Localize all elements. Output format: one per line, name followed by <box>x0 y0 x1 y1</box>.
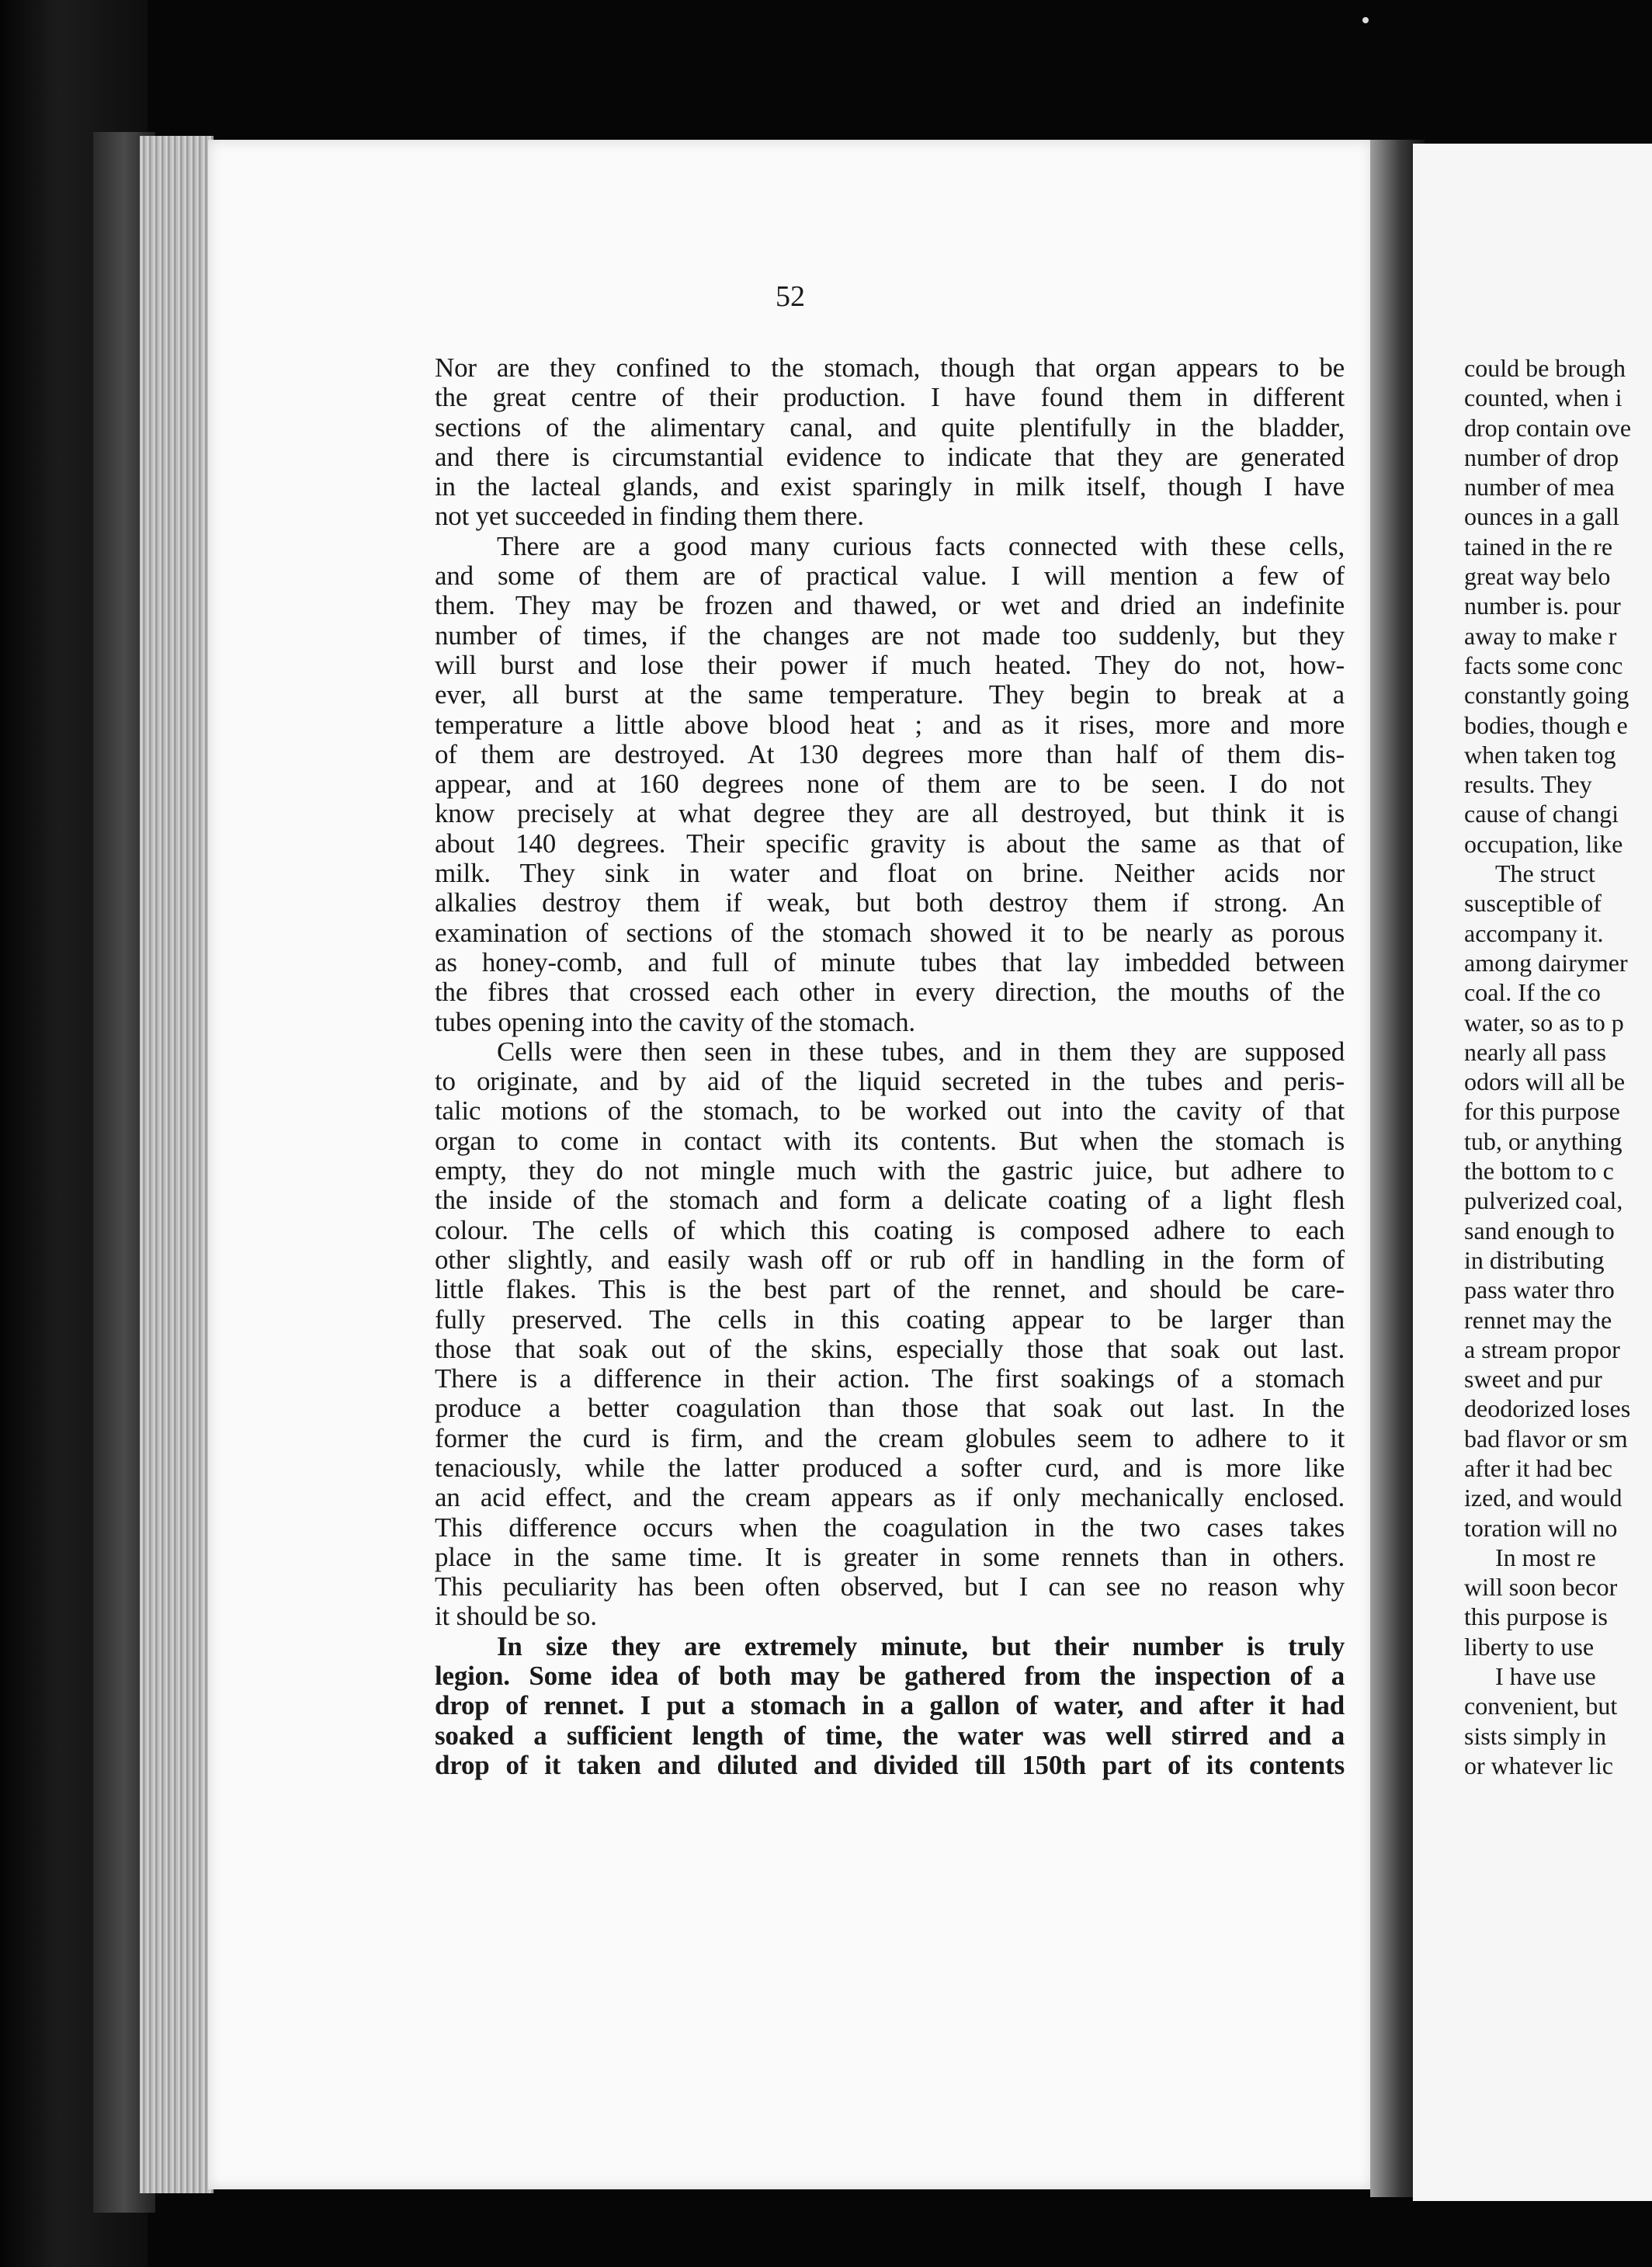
text-line: temperature a little above blood heat ; and as it rises, more and more <box>435 709 1345 740</box>
text-line: not yet succeeded in finding them there. <box>435 501 864 532</box>
page-edges <box>140 136 213 2193</box>
text-line: to originate, and by aid of the liquid secreted in the tubes and peris- <box>435 1066 1345 1097</box>
partial-text-line: cause of changi <box>1464 800 1619 828</box>
page-number: 52 <box>776 280 805 313</box>
partial-text-line: for this purpose <box>1464 1097 1620 1126</box>
text-line: tenaciously, while the latter produced a softer curd, and is more like <box>435 1452 1345 1483</box>
text-line: as honey-comb, and full of minute tubes that lay imbedded between <box>435 946 1345 977</box>
text-line: empty, they do not mingle much with the gastric juice, but adhere to <box>435 1155 1345 1186</box>
text-line: colour. The cells of which this coating is composed adhere to each <box>435 1214 1345 1245</box>
partial-text-line: water, so as to p <box>1464 1008 1624 1036</box>
partial-text-line: deodorized loses <box>1464 1394 1631 1423</box>
text-line: former the curd is firm, and the cream globules seem to adhere to it <box>435 1422 1345 1453</box>
partial-text-line: pulverized coal, <box>1464 1186 1623 1215</box>
text-line: Cells were then seen in these tubes, and in them they are supposed <box>497 1036 1345 1067</box>
text-line: drop of it taken and diluted and divided till 150th part of its contents <box>435 1749 1345 1780</box>
text-line: the inside of the stomach and form a delicate coating of a light flesh <box>435 1185 1345 1216</box>
text-line: and some of them are of practical value. I will mention a few of <box>435 561 1345 592</box>
text-line: of them are destroyed. At 130 degrees more than half of them dis- <box>435 738 1345 769</box>
partial-text-line: In most re <box>1495 1543 1596 1571</box>
left-page-text <box>435 353 1345 1780</box>
text-line: There is a difference in their action. The first soakings of a stomach <box>435 1363 1345 1394</box>
text-line: an acid effect, and the cream appears as if only mechanically enclosed. <box>435 1482 1345 1513</box>
text-line: sections of the alimentary canal, and quite plentifully in the bladder, <box>435 411 1345 443</box>
partial-text-line: in distributing <box>1464 1245 1605 1274</box>
text-line: examination of sections of the stomach showed it to be nearly as porous <box>435 917 1345 948</box>
partial-text-line: number is. pour <box>1464 592 1621 620</box>
text-line: alkalies destroy them if weak, but both destroy them if strong. An <box>435 887 1345 918</box>
text-line: those that soak out of the skins, especially those that soak out last. <box>435 1333 1345 1364</box>
text-line: Nor are they confined to the stomach, though that organ appears to be <box>435 352 1345 383</box>
partial-text-line: or whatever lic <box>1464 1751 1613 1779</box>
text-line: tubes opening into the cavity of the stomach. <box>435 1006 915 1037</box>
partial-text-line: number of drop <box>1464 443 1619 471</box>
text-line: ever, all burst at the same temperature. They begin to break at a <box>435 679 1345 710</box>
partial-text-line: accompany it. <box>1464 918 1604 947</box>
partial-text-line: this purpose is <box>1464 1602 1608 1631</box>
partial-text-line: after it had bec <box>1464 1453 1612 1482</box>
text-line: them. They may be frozen and thawed, or wet and dried an indefinite <box>435 590 1345 621</box>
partial-text-line: among dairymer <box>1464 948 1628 977</box>
text-line: in the lacteal glands, and exist sparingly in milk itself, though I have <box>435 471 1345 502</box>
partial-text-line: will soon becor <box>1464 1573 1618 1602</box>
partial-text-line: results. They <box>1464 770 1592 799</box>
partial-text-line: ounces in a gall <box>1464 502 1619 531</box>
text-line: fully preserved. The cells in this coating appear to be larger than <box>435 1304 1345 1335</box>
text-line: the great centre of their production. I have found them in different <box>435 382 1345 413</box>
partial-text-line: nearly all pass <box>1464 1037 1607 1066</box>
partial-text-line: number of mea <box>1464 473 1615 502</box>
partial-text-line: sand enough to <box>1464 1216 1615 1245</box>
partial-text-line: the bottom to c <box>1464 1157 1614 1186</box>
partial-text-line: drop contain ove <box>1464 413 1632 442</box>
partial-text-line: susceptible of <box>1464 889 1602 918</box>
partial-text-line: when taken tog <box>1464 740 1616 769</box>
text-line: it should be so. <box>435 1601 597 1632</box>
text-line: legion. Some idea of both may be gathered from the inspection of a <box>435 1661 1345 1692</box>
text-line: There are a good many curious facts connected with these cells, <box>497 530 1345 561</box>
partial-text-line: great way belo <box>1464 562 1611 591</box>
right-page-text <box>1464 353 1652 1780</box>
text-line: about 140 degrees. Their specific gravity is about the same as that of <box>435 828 1345 859</box>
partial-text-line: liberty to use <box>1464 1632 1595 1661</box>
partial-text-line: sweet and pur <box>1464 1365 1602 1394</box>
text-line: appear, and at 160 degrees none of them are to be seen. I do not <box>435 769 1345 800</box>
text-line: and there is circumstantial evidence to indicate that they are generated <box>435 441 1345 472</box>
partial-text-line: convenient, but <box>1464 1692 1618 1720</box>
partial-text-line: occupation, like <box>1464 829 1623 858</box>
partial-text-line: coal. If the co <box>1464 978 1601 1007</box>
partial-text-line: toration will no <box>1464 1513 1618 1542</box>
partial-text-line: odors will all be <box>1464 1068 1626 1096</box>
partial-text-line: The struct <box>1495 859 1595 888</box>
text-line: other slightly, and easily wash off or rub off in handling in the form of <box>435 1244 1345 1275</box>
partial-text-line: could be brough <box>1464 354 1626 382</box>
text-line: number of times, if the changes are not made too suddenly, but they <box>435 620 1345 651</box>
partial-text-line: constantly going <box>1464 681 1629 710</box>
text-line: organ to come in contact with its contents. But when the stomach is <box>435 1125 1345 1156</box>
partial-text-line: sists simply in <box>1464 1721 1607 1750</box>
partial-text-line: away to make r <box>1464 621 1617 650</box>
scan-speck <box>1362 17 1369 23</box>
partial-text-line: a stream propor <box>1464 1335 1620 1363</box>
partial-text-line: bodies, though e <box>1464 710 1628 739</box>
text-line: milk. They sink in water and float on brine. Neither acids nor <box>435 858 1345 889</box>
text-line: know precisely at what degree they are all destroyed, but think it is <box>435 798 1345 829</box>
partial-text-line: tained in the re <box>1464 532 1613 561</box>
text-line: place in the same time. It is greater in some rennets than in others. <box>435 1541 1345 1572</box>
text-line: soaked a sufficient length of time, the water was well stirred and a <box>435 1720 1345 1751</box>
partial-text-line: bad flavor or sm <box>1464 1424 1628 1453</box>
text-line: produce a better coagulation than those that soak out last. In the <box>435 1393 1345 1424</box>
partial-text-line: facts some conc <box>1464 651 1623 679</box>
partial-text-line: counted, when i <box>1464 384 1622 412</box>
partial-text-line: I have use <box>1495 1662 1596 1691</box>
text-line: This difference occurs when the coagulation in the two cases takes <box>435 1512 1345 1543</box>
text-line: talic motions of the stomach, to be worked out into the cavity of that <box>435 1095 1345 1127</box>
text-line: little flakes. This is the best part of the rennet, and should be care- <box>435 1274 1345 1305</box>
partial-text-line: rennet may the <box>1464 1305 1612 1334</box>
partial-text-line: tub, or anything <box>1464 1127 1622 1155</box>
text-line: This peculiarity has been often observed, but I can see no reason why <box>435 1571 1345 1602</box>
text-line: In size they are extremely minute, but their number is truly <box>497 1630 1345 1661</box>
text-line: will burst and lose their power if much heated. They do not, how- <box>435 649 1345 680</box>
text-line: drop of rennet. I put a stomach in a gallon of water, and after it had <box>435 1690 1345 1721</box>
partial-text-line: pass water thro <box>1464 1276 1615 1304</box>
partial-text-line: ized, and would <box>1464 1484 1622 1512</box>
text-line: the fibres that crossed each other in every direction, the mouths of the <box>435 977 1345 1008</box>
